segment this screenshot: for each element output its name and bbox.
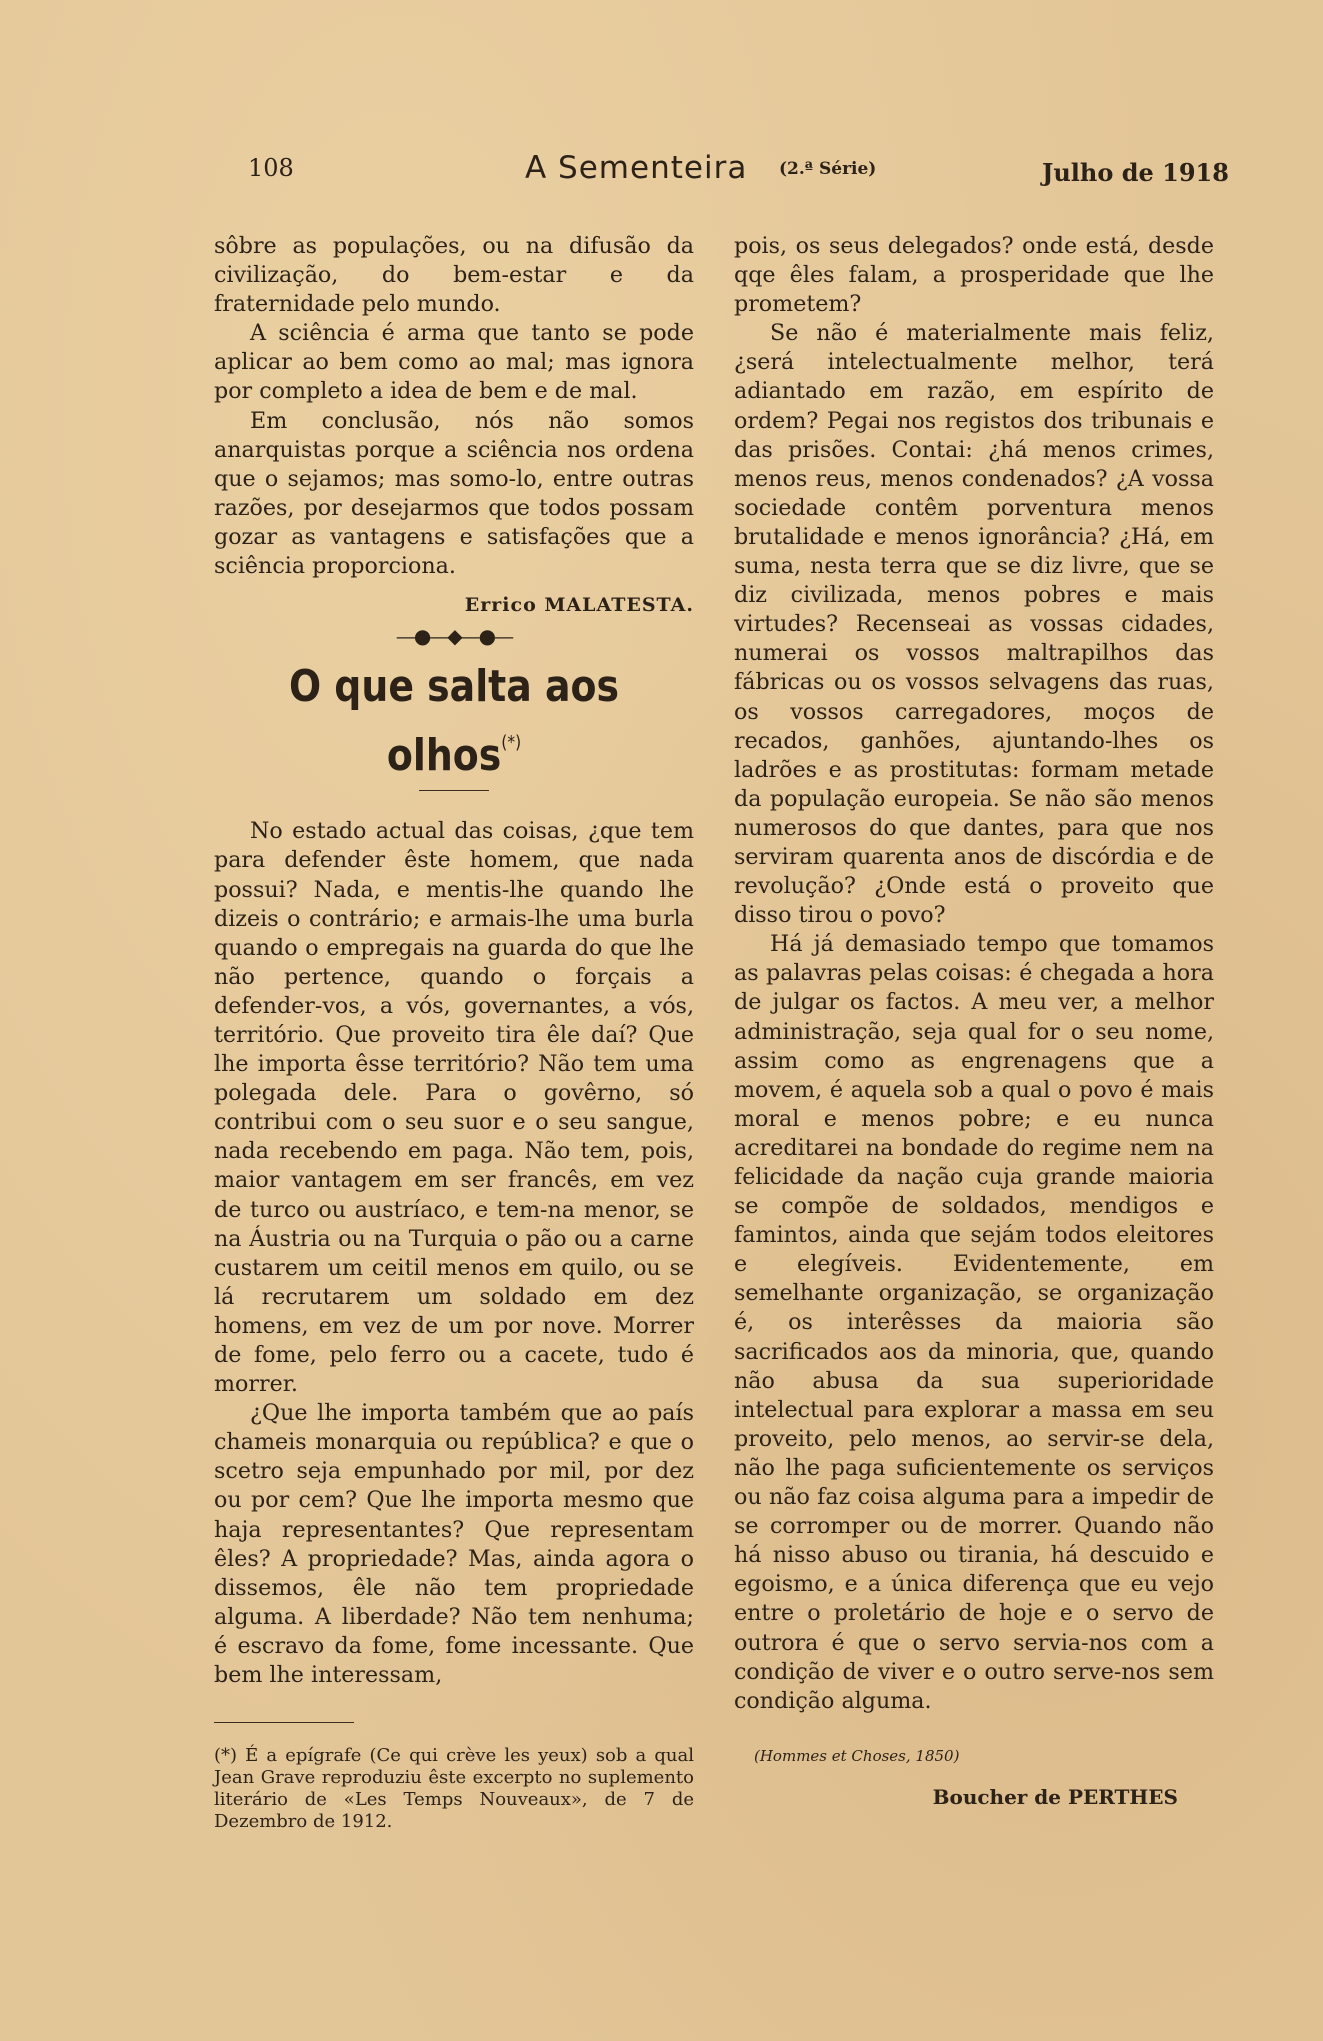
footnote-mark: (*) (501, 732, 522, 754)
masthead: A Sementeira (525, 150, 748, 186)
article-paragraph-2: ¿Que lhe importa também que ao país chameis monarquia ou república? e que o scetro seja empunhado por mil, por dez ou por cem? Que lhe importa mesmo que haja representantes? Que representam êles? A propriedade? Mas, ainda agora o dissemos, êle não tem propriedade alguma. A liberdade? Não tem nenhuma; é escravo da fome, fome incessante. Que bem lhe interessam, (214, 1400, 694, 1689)
right-paragraph-3: Há já demasiado tempo que tomamos as palavras pelas coisas: é chegada a hora de julgar os factos. A meu ver, a melhor administração, seja qual for o seu nome, assim como as engrenagens que a movem, é aquela sob a qual o povo é mais moral e menos pobre; e eu nunca acreditarei na bondade do regime nem na felicidade da nação cuja grande maioria se compõe de soldados, mendigos e famintos, ainda que sejám todos eleitores e elegíveis. Evidentemente, em semelhante organização, se organização é, os interêsses da maioria são sacrificados aos da minoria, que, quando não abusa da sua superioridade intelectual para explorar a massa em seu proveito, pelo menos, ao servir-se dela, não lhe paga suficientemente os serviços ou não faz coisa alguma para a impedir de se corromper ou de morrer. Quando não há nisso abuso ou tirania, há descuido e egoismo, e a única diferença que eu vejo entre o proletário de hoje e o servo de outrora é que o servo servia-nos com a condição de viver e o outro serve-nos sem condição alguma. (734, 931, 1214, 1714)
source-citation: (Hommes et Choses, 1850) (754, 1746, 960, 1765)
issue-date: Julho de 1918 (1042, 158, 1229, 187)
article-title-text: O que salta aos olhos (288, 661, 620, 782)
continued-text: sôbre as populações, ou na difusão da civilização, do bem-estar e da fraternidade pelo mundo. (214, 233, 694, 318)
author-signature: Errico MALATESTA. (464, 594, 694, 617)
page-header (0, 150, 1323, 190)
title-rule (419, 790, 489, 791)
footnote: (*) É a epígrafe (Ce qui crève les yeux) sob a qual Jean Grave reproduziu êste excerpto no suplemento literário de «Les Temps Nouveaux», de 7 de Dezembro de 1912. (214, 1745, 694, 1833)
paragraph-conclusion: Em conclusão, nós não somos anarquistas porque a sciência nos ordena que o sejamos; mas somo-lo, entre outras razões, por desejarmos que todos possam gozar as vantagens e satisfações que a sciência proporciona. (214, 407, 694, 580)
right-paragraph-1: pois, os seus delegados? onde está, desde qqe êles falam, a prosperidade que lhe prometem? (734, 233, 1214, 318)
quote-author: Boucher de PERTHES (932, 1784, 1178, 1809)
right-paragraph-2: Se não é materialmente mais feliz, ¿será intelectualmente melhor, terá adiantado em razão, em espírito de ordem? Pegai nos registos dos tribunais e das prisões. Contai: ¿há menos crimes, menos reus, menos condenados? ¿A vossa sociedade contêm porventura menos brutalidade e menos ignorância? ¿Há, em suma, nesta terra que se diz livre, que se diz civilizada, menos pobres e mais virtudes? Recenseai as vossas cidades, numerai os vossos maltrapilhos das fábricas ou os vossos selvagens das ruas, os vossos carregadores, moços de recados, ganhões, ajuntando-lhes os ladrões e as prostitutas: formam metade da população europeia. Se não são menos numerosos do que dantes, para que nos serviram quarenta anos de discórdia e de revolução? ¿Onde está o proveito que disso tirou o povo? (734, 320, 1214, 929)
paragraph-science: A sciência é arma que tanto se pode aplicar ao bem como ao mal; mas ignora por completo a idea de bem e de mal. (214, 320, 694, 405)
page-number: 108 (248, 154, 294, 182)
article-title (248, 659, 661, 784)
article-paragraph-1: No estado actual das coisas, ¿que tem para defender êste homem, que nada possui? Nada, e mentis-lhe quando lhe dizeis o contrário; e armais-lhe uma burla quando o empregais na guarda do que lhe não pertence, quando o forçais a defender-vos, a vós, governantes, a vós, território. Que proveito tira êle daí? Que lhe importa êsse território? Não tem uma polegada dele. Para o govêrno, só contribui com o seu suor e o seu sangue, nada recebendo em paga. Não tem, pois, maior vantagem em ser francês, em vez de turco ou austríaco, e tem-na menor, se na Áustria ou na Turquia o pão ou a carne custarem um ceitil menos em quilo, ou se lá recrutarem um soldado em dez homens, em vez de um por nove. Morrer de fome, pelo ferro ou a cacete, tudo é morrer. (214, 818, 694, 1398)
right-column (734, 232, 1214, 1812)
ornament-divider: —●—◆—●— (395, 624, 513, 649)
series-label: (2.ª Série) (779, 159, 877, 179)
left-column (214, 232, 694, 1833)
footnote-rule (214, 1722, 354, 1723)
